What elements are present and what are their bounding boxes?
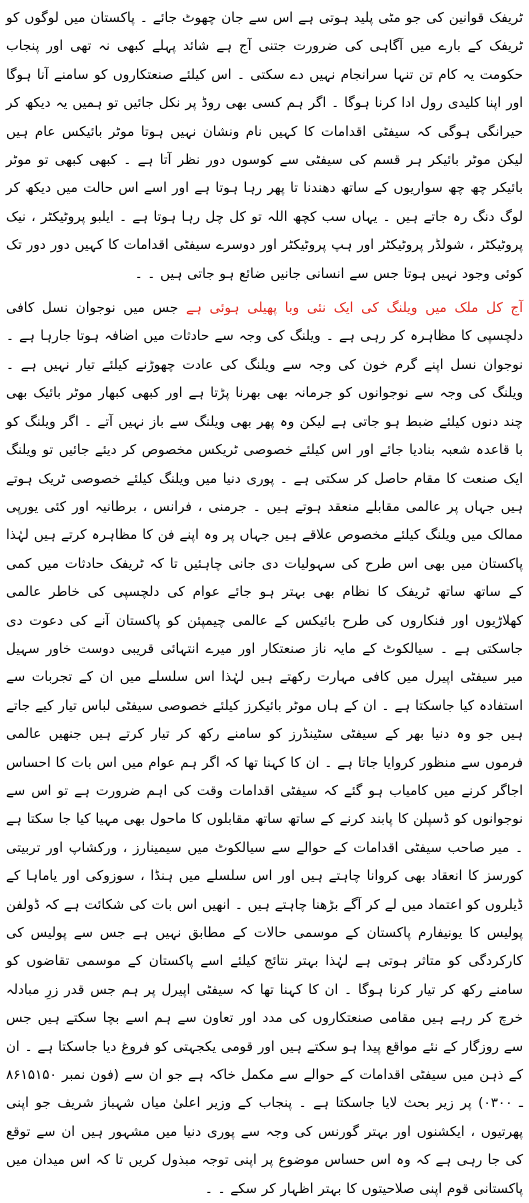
paragraph-2-highlighted-lead: آج کل ملک میں ویلنگ کی ایک نئی وبا پھیلی ہوئی ہے xyxy=(185,300,523,317)
article-paragraph-1 xyxy=(6,4,523,288)
article-paragraph-2 xyxy=(6,294,523,1203)
paragraph-2-text: جس میں نوجوان نسل کافی دلچسپی کا مظاہرہ کر رہی ہے ۔ ویلنگ کی وجہ سے حادثات میں اضافہ ہوتا جارہا ہے ۔ نوجوان نسل اپنے گرم خون کی وجہ سے ویلنگ کی عادت چھوڑنے کیلئے تیار نہیں ہے ۔ ویلنگ کی وجہ سے نوجوانوں کو جرمانہ بھی بھرنا پڑتا ہے اور کبھی کبھار موٹر بائیک بھی چند دنوں کیلئے ضبط ہو جاتی ہے لیکن وہ پھر بھی ویلنگ سے باز نہیں آتے ۔ اگر ویلنگ کو با قاعدہ شعبہ بنادیا جائے اور اس کیلئے خصوصی ٹریکس مخصوص کر دیئے جائیں تو ویلنگ ایک صنعت کا مقام حاصل کر سکتی ہے ۔ پوری دنیا میں ویلنگ کیلئے خصوصی ٹریک ہوتے ہیں جہاں پر عالمی مقابلے منعقد ہوتے ہیں ۔ جرمنی ، فرانس ، برطانیہ اور کئی یورپی ممالک میں ویلنگ کیلئے مخصوص علاقے ہیں جہاں پر وہ اپنے فن کا مظاہرہ کرتے ہیں لہٰذا پاکستان میں بھی اس طرح کی سہولیات دی جانی چاہئیں تا کہ ٹریفک حادثات میں کمی کے ساتھ ساتھ ٹریفک کا نظام بھی بہتر ہو جائے عوام کی دلچسپی کی خاطر عالمی کھلاڑیوں اور فنکاروں کی طرح بائیکس کے عالمی چیمپئن کو پاکستان آنے کی دعوت دی جاسکتی ہے ۔ سیالکوٹ کے مایہ ناز صنعتکار اور میرے انتہائی قریبی دوست خاور سہیل میر سیفٹی اپیرل میں کافی مہارت رکھتے ہیں لہٰذا اس سلسلے میں ان کے تجربات سے استفادہ کیا جاسکتا ہے ۔ ان کے ہاں موٹر بائیکرز کیلئے خصوصی سیفٹی لباس تیار کیے جاتے ہیں جو وہ دنیا بھر کے سیفٹی سٹینڈرز کو سامنے رکھ کر تیار کرتے ہیں جنھیں عالمی فرموں سے منظور کروایا جاتا ہے ۔ ان کا کہنا تھا کہ اگر ہم عوام میں اس بات کا احساس اجاگر کرنے میں کامیاب ہو گئے کہ سیفٹی اقدامات وقت کی اہم ضرورت ہے تو اس سے نوجوانوں کو ڈسپلن کا پابند کرنے کے ساتھ ساتھ مقابلوں کا ماحول بھی مہیا کیا جا سکتا ہے ۔ میر صاحب سیفٹی اقدامات کے حوالے سے سیالکوٹ میں سیمینارز ، ورکشاپ اور تربیتی کورسز کا انعقاد بھی کروانا چاہتے ہیں اور اس سلسلے میں ہنڈا ، سوزوکی اور یاماہا کے ڈیلروں کو اعتماد میں لے کر آگے بڑھنا چاہتے ہیں ۔ انھیں اس بات کی شکائت ہے کہ ڈولفن پولیس کا یونیفارم پاکستان کے موسمی حالات کے مطابق نہیں ہے جس سے پولیس کی کارکردگی کو متاثر ہوتی ہے لہٰذا بہتر نتائج کیلئے اسے پاکستان کے موسمی تقاضوں کو سامنے رکھ کر تیار کرنا ہوگا ۔ ان کا کہنا تھا کہ سیفٹی اپیرل پر ہم جس قدر زرِ مبادلہ خرچ کر رہے ہیں مقامی صنعتکاروں کی مدد اور تعاون سے ہم اسے بچا سکتے ہیں جس سے روزگار کے نئے مواقع پیدا ہو سکتے ہیں اور قومی یکجہتی کو فروغ دیا جاسکتا ہے ۔ ان کے ذہن میں سیفٹی اقدامات کے حوالے سے مکمل خاکہ ہے جو ان سے (فون نمبر ۸۶۱۵۱۵۰ ـ ۰۳۰۰) پر زیر بحث لایا جاسکتا ہے ۔ پنجاب کے وزیر اعلیٰ میاں شہباز شریف جو اپنی پھرتیوں ، ایکشنوں اور بہتر گورنس کی وجہ سے پوری دنیا میں مشہور ہیں ان سے توقع کی جا رہی ہے کہ وہ اس حساس موضوع پر اپنی توجہ مبذول کریں تا کہ اس میدان میں پاکستانی قوم اپنی صلاحیتوں کا بہتر اظہار کر سکے ۔ ۔ xyxy=(6,300,523,1197)
paragraph-1-text: ٹریفک قوانین کی جو مٹی پلید ہوتی ہے اس سے جان چھوٹ جائے ۔ پاکستان میں لوگوں کو ٹریفک کے بارے میں آگاہی کی ضرورت جتنی آج ہے شائد پہلے کبھی نہ تھی اور پنجاب حکومت یہ کام تن تنہا سرانجام نہیں دے سکتی ۔ اس کیلئے صنعتکاروں کو سامنے آنا ہوگا اور اپنا کلیدی رول ادا کرنا ہوگا ۔ اگر ہم کسی بھی روڈ پر نکل جائیں تو ہمیں یہ دیکھ کر حیرانگی ہوگی کہ سیفٹی اقدامات کا کہیں نام ونشان نہیں ہوتا موٹر بائیکس عام ہیں لیکن موٹر بائیکر ہر قسم کی سیفٹی سے کوسوں دور نظر آتا ہے ۔ کبھی کبھی تو موٹر بائیکر چھ چھ سواریوں کے ساتھ دھندنا تا پھر رہا ہوتا ہے اور اسے اس حالت میں دیکھ کر لوگ دنگ رہ جاتے ہیں ۔ یہاں سب کچھ اللہ تو کل چل رہا ہوتا ہے ۔ ایلبو پروٹیکٹر ، نیک پروٹیکٹر ، شولڈر پروٹیکٹر اور ہپ پروٹیکٹر اور دوسرے سیفٹی اقدامات کا کہیں دور دور تک کوئی وجود نہیں ہوتا جس سے انسانی جانیں ضائع ہو جاتی ہیں ۔ ۔ xyxy=(6,10,523,282)
